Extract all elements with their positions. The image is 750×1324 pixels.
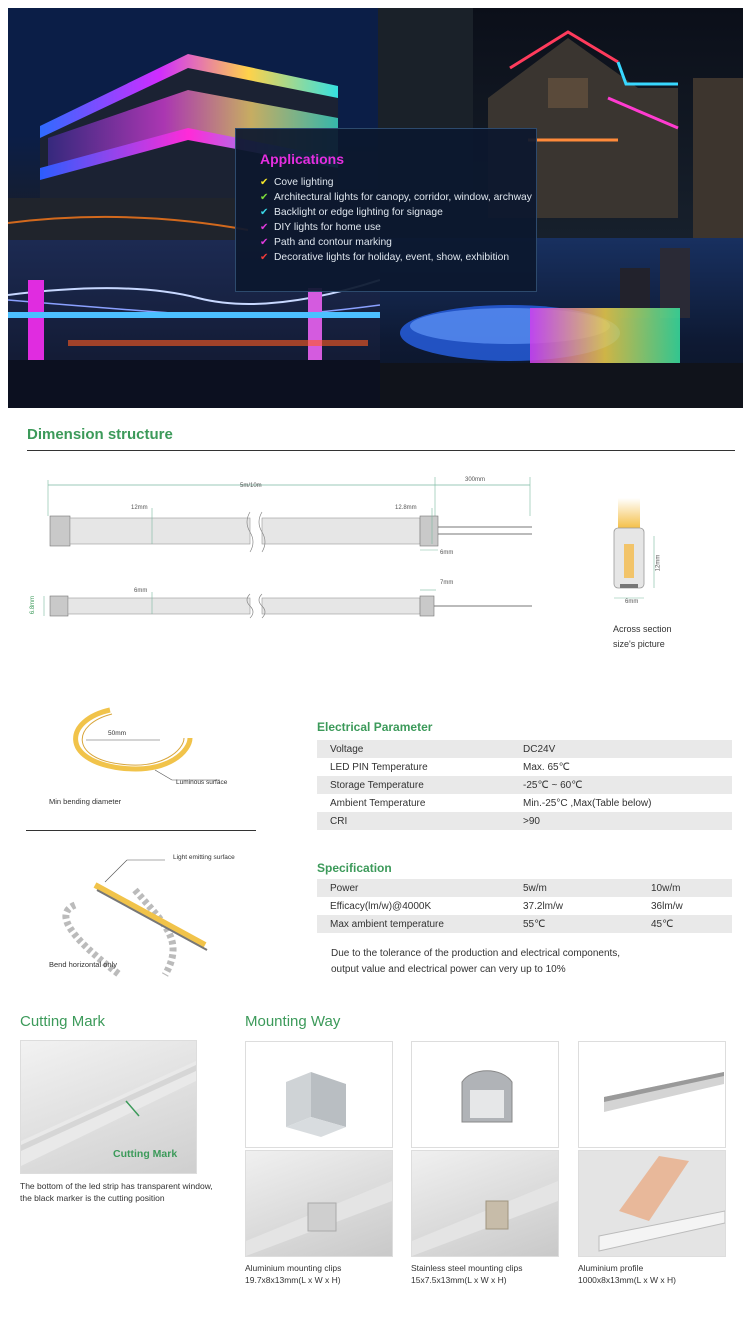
table-row: Efficacy(lm/w)@4000K 37.2lm/w 36lm/w [330, 900, 683, 912]
applications-title: Applications [260, 151, 345, 167]
applications-item: ✔ Path and contour marking [260, 237, 392, 248]
electrical-table [317, 740, 732, 830]
check-icon: ✔ [260, 237, 269, 248]
height-label: 6.8mm [30, 595, 37, 615]
aluminium-profile-install-photo [578, 1150, 726, 1257]
table-row: Ambient Temperature Min.-25°C ,Max(Table below) [330, 797, 652, 809]
end-width-label: 12.8mm [395, 505, 417, 511]
bending-diameter-label: 50mm [108, 730, 127, 737]
aluminium-clip-install-photo [245, 1150, 393, 1257]
applications-list [260, 175, 532, 265]
mounting-caption: Stainless steel mounting clips 15x7.5x13mm(L x W x H) [411, 1263, 523, 1285]
table-row: LED PIN Temperature Max. 65℃ [330, 761, 570, 773]
min-bending-caption: Min bending diameter [49, 797, 122, 806]
applications-item: ✔ DIY lights for home use [260, 222, 381, 233]
dimension-title: Dimension structure [27, 426, 173, 443]
bending-divider [26, 830, 256, 831]
check-icon: ✔ [260, 252, 269, 263]
cutting-caption: The bottom of the led strip has transparent window, the black marker is the cutting position [20, 1181, 213, 1203]
cutting-mark-photo [20, 1040, 197, 1174]
cutting-mark-title: Cutting Mark [20, 1013, 106, 1030]
check-icon: ✔ [260, 177, 269, 188]
aluminium-profile-photo [578, 1041, 726, 1148]
width-label: 12mm [131, 505, 148, 511]
cross-section-caption: Across section size's picture [613, 624, 672, 649]
check-icon: ✔ [260, 222, 269, 233]
applications-item: ✔ Backlight or edge lighting for signage [260, 207, 443, 218]
check-icon: ✔ [260, 207, 269, 218]
aluminium-clip-photo [245, 1041, 393, 1148]
table-row: Storage Temperature -25℃ ~ 60℃ [317, 776, 732, 794]
electrical-title: Electrical Parameter [317, 720, 433, 734]
mounting-way-title: Mounting Way [245, 1013, 341, 1030]
lead-length-label: 300mm [465, 477, 486, 483]
check-icon: ✔ [260, 192, 269, 203]
steel-clip-install-photo [411, 1150, 559, 1257]
light-emitting-label: Light emitting surface [173, 854, 235, 861]
length-label: 5m/10m [240, 483, 262, 489]
specification-table [317, 879, 732, 933]
applications-item: ✔ Architectural lights for canopy, corridor, window, archway [260, 192, 532, 203]
applications-item: ✔ Cove lighting [260, 177, 334, 188]
applications-item: ✔ Decorative lights for holiday, event, show, exhibition [260, 252, 510, 263]
table-row: Max ambient temperature 55℃ 45℃ [317, 915, 732, 933]
section-divider [27, 450, 735, 451]
end-cap-label: 6mm [440, 550, 454, 556]
mounting-caption: Aluminium mounting clips 19.7x8x13mm(L x W x H) [245, 1263, 342, 1285]
side-width-label: 6mm [134, 588, 148, 594]
steel-clip-photo [411, 1041, 559, 1148]
applications-hero [8, 8, 743, 408]
section-height-label: 12mm [655, 554, 662, 572]
tolerance-note: Due to the tolerance of the production and electrical components, output value and electrical power can very up to 10% [331, 948, 621, 975]
bending-diagram [50, 700, 250, 800]
side-cap-label: 7mm [440, 580, 454, 586]
table-row: CRI >90 [317, 812, 732, 830]
section-width-label: 6mm [625, 599, 639, 605]
specification-title: Specification [317, 861, 392, 875]
cutting-mark-label: Cutting Mark [113, 1148, 178, 1160]
table-row: Voltage DC24V [317, 740, 732, 758]
dimension-drawing [30, 472, 540, 622]
luminous-surface-label: Luminous surface [176, 779, 228, 786]
bend-horizontal-caption: Bend horizontal only [49, 960, 117, 969]
table-row: Power 5w/m 10w/m [317, 879, 732, 897]
cross-section-drawing [600, 498, 690, 608]
applications-panel [235, 128, 537, 292]
mounting-caption: Aluminium profile 1000x8x13mm(L x W x H) [578, 1263, 676, 1285]
